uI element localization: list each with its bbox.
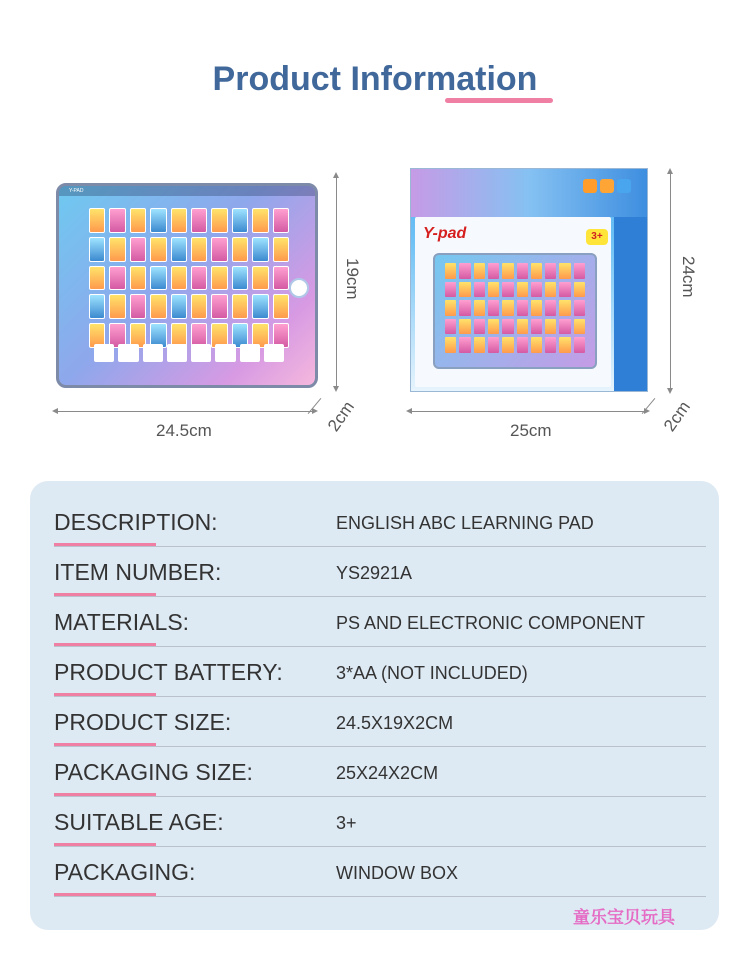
spec-label: PACKAGING: bbox=[54, 859, 196, 885]
arrow-right-icon bbox=[312, 408, 318, 414]
arrow-down-icon bbox=[333, 386, 339, 392]
spec-label: PACKAGING SIZE: bbox=[54, 759, 253, 785]
spec-row-packaging-size bbox=[54, 747, 706, 797]
spec-label: ITEM NUMBER: bbox=[54, 559, 222, 585]
pad-height-label: 19cm bbox=[343, 258, 362, 300]
spec-value: 3*AA (NOT INCLUDED) bbox=[336, 663, 528, 683]
box-side-strip bbox=[614, 217, 648, 392]
row-accent-underline bbox=[54, 643, 156, 646]
spec-row-battery bbox=[54, 647, 706, 697]
spec-row-item-number bbox=[54, 547, 706, 597]
box-age-badge: 3+ bbox=[586, 229, 608, 245]
pad-status-bar: Y-PAD bbox=[59, 186, 315, 196]
spec-value: ENGLISH ABC LEARNING PAD bbox=[336, 513, 594, 533]
pad-key-grid bbox=[89, 208, 289, 348]
spec-value: WINDOW BOX bbox=[336, 863, 458, 883]
row-accent-underline bbox=[54, 843, 156, 846]
arrow-up-icon bbox=[667, 168, 673, 174]
box-logo: Y-pad bbox=[423, 225, 467, 242]
pad-width-dimension-line bbox=[56, 411, 314, 412]
box-top-band bbox=[411, 169, 647, 217]
pad-height-dimension-line bbox=[336, 176, 337, 388]
row-divider bbox=[54, 896, 706, 897]
box-height-dimension-line bbox=[670, 172, 671, 390]
pad-mode-buttons bbox=[94, 344, 284, 362]
spec-row-suitable-age bbox=[54, 797, 706, 847]
spec-label: PRODUCT BATTERY: bbox=[54, 659, 283, 685]
spec-label: PRODUCT SIZE: bbox=[54, 709, 232, 735]
spec-row-description bbox=[54, 497, 706, 547]
pad-depth-label: 2cm bbox=[324, 397, 358, 435]
spec-value: 3+ bbox=[336, 813, 357, 833]
box-width-dimension-line bbox=[410, 411, 646, 412]
product-spec-panel bbox=[30, 481, 719, 930]
row-accent-underline bbox=[54, 693, 156, 696]
spec-value: YS2921A bbox=[336, 563, 413, 583]
box-window-pad-preview bbox=[433, 253, 597, 369]
window-box-image bbox=[410, 168, 648, 392]
row-accent-underline bbox=[54, 793, 156, 796]
store-watermark: 童乐宝贝玩具 bbox=[573, 908, 675, 928]
spec-label: DESCRIPTION: bbox=[54, 509, 218, 535]
learning-pad-image bbox=[56, 183, 318, 388]
arrow-left-icon bbox=[52, 408, 58, 414]
row-accent-underline bbox=[54, 593, 156, 596]
arrow-left-icon bbox=[406, 408, 412, 414]
box-feature-icons bbox=[583, 179, 631, 193]
row-accent-underline bbox=[54, 893, 156, 896]
arrow-down-icon bbox=[667, 388, 673, 394]
arrow-up-icon bbox=[333, 172, 339, 178]
spec-row-materials bbox=[54, 597, 706, 647]
spec-label: MATERIALS: bbox=[54, 609, 190, 635]
spec-value: 25X24X2CM bbox=[336, 763, 439, 783]
page-title: Product Information bbox=[212, 60, 538, 98]
spec-value: 24.5X19X2CM bbox=[336, 713, 454, 733]
row-accent-underline bbox=[54, 543, 156, 546]
spec-label: SUITABLE AGE: bbox=[54, 809, 224, 835]
spec-row-product-size bbox=[54, 697, 706, 747]
pad-width-label: 24.5cm bbox=[156, 421, 212, 440]
spec-value: PS AND ELECTRONIC COMPONENT bbox=[336, 613, 646, 633]
box-depth-label: 2cm bbox=[660, 397, 694, 435]
title-underline-accent bbox=[445, 98, 553, 103]
box-height-label: 24cm bbox=[679, 256, 698, 298]
box-width-label: 25cm bbox=[510, 421, 552, 440]
row-accent-underline bbox=[54, 743, 156, 746]
spec-row-packaging bbox=[54, 847, 706, 897]
pad-home-button bbox=[289, 278, 309, 298]
